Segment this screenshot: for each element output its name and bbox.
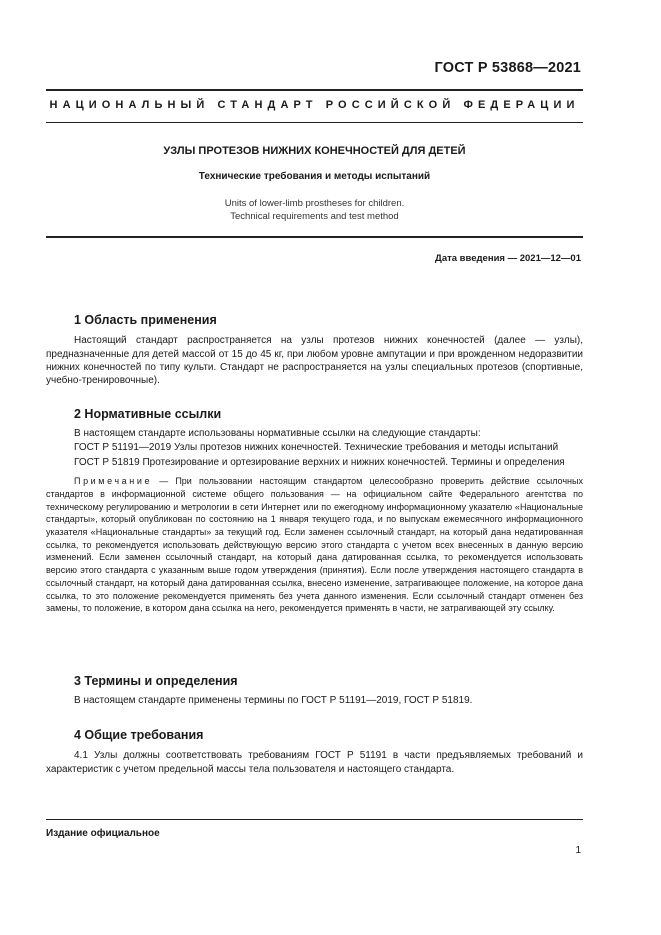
english-title-line2: Technical requirements and test method — [230, 210, 399, 222]
document-title: УЗЛЫ ПРОТЕЗОВ НИЖНИХ КОНЕЧНОСТЕЙ ДЛЯ ДЕТЕЙ — [163, 145, 466, 157]
document-subtitle: Технические требования и методы испытаний — [198, 171, 431, 182]
section-3-heading: 3 Термины и определения — [74, 674, 238, 688]
national-standard-heading: НАЦИОНАЛЬНЫЙ СТАНДАРТ РОССИЙСКОЙ ФЕДЕРАЦИИ — [49, 99, 580, 111]
title-rule — [46, 236, 583, 238]
section-3 — [46, 675, 583, 708]
page-number: 1 — [575, 845, 581, 856]
section-1-text: Настоящий стандарт распространяется на узлы протезов нижних конечностей (далее — узлы), предназначенные для детей массой от 15 до 45 кг, при любом уровне ампутации и при врожденном недоразвитии нижних конечностей по типу культи. Стандарт не распространяется на узлы специальных протезов (спортивные, учебно-тренировочные). — [46, 335, 583, 387]
footer-rule — [46, 819, 583, 820]
section-4-text: 4.1 Узлы должны соответствовать требованиям ГОСТ Р 51191 в части предъявляемых требований и характеристик с учетом предельной массы тела пользователя и настоящего стандарта. — [46, 750, 583, 775]
introduction-date: Дата введения — 2021—12—01 — [435, 253, 581, 264]
section-2-heading: 2 Нормативные ссылки — [74, 407, 222, 421]
gost-number: ГОСТ Р 53868—2021 — [434, 60, 581, 76]
note-text: — При пользовании настоящим стандартом целесообразно проверить действие ссылочных стандартов в информационной системе общего пользования — на официальном сайте Федерального агентства по техническому регулированию и метрологии в сети Интернет или по ежегодному информационному указателю «Национальные стандарты», который опубликован по состоянию на 1 января текущего года, и по выпускам ежемесячного информационного указателя «Национальные стандарты» за текущий год. Если заменен ссылочный стандарт, на который дана недатированная ссылка, то рекомендуется использовать действующую версию этого стандарта с учетом всех внесенных в данную версию изменений. Если заменен ссылочный стандарт, на который дана датированная ссылка, то рекомендуется использовать версию этого стандарта с указанным выше годом утверждения (принятия). Если после утверждения настоящего стандарта в ссылочный стандарт, на который дана датированная ссылка, внесено изменение, затрагивающее положение, на которое дана ссылка, то это положение рекомендуется применять без учета данного изменения. Если ссылочный стандарт отменен без замены, то положение, в котором дана ссылка на него, рекомендуется применять в части, не затрагивающей эту ссылку. — [46, 476, 583, 614]
note-label: Примечание — [74, 476, 153, 487]
section-3-text: В настоящем стандарте применены термины по ГОСТ Р 51191—2019, ГОСТ Р 51819. — [74, 695, 473, 707]
section-4 — [46, 729, 583, 776]
official-edition-label: Издание официальное — [46, 828, 160, 839]
header-rule — [46, 122, 583, 123]
section-2-intro: В настоящем стандарте использованы нормативные ссылки на следующие стандарты: — [74, 428, 481, 440]
section-4-heading: 4 Общие требования — [74, 728, 204, 742]
reference-gost-51191: ГОСТ Р 51191—2019 Узлы протезов нижних конечностей. Технические требования и методы испытаний — [74, 441, 559, 453]
references-note — [46, 475, 583, 615]
reference-gost-51819: ГОСТ Р 51819 Протезирование и ортезирование верхних и нижних конечностей. Термины и определения — [74, 456, 565, 468]
section-1 — [46, 314, 583, 387]
section-1-heading: 1 Область применения — [74, 313, 217, 327]
top-rule — [46, 89, 583, 91]
english-title-line1: Units of lower-limb prostheses for children. — [224, 198, 405, 209]
section-2 — [46, 408, 583, 615]
english-title — [46, 198, 583, 223]
